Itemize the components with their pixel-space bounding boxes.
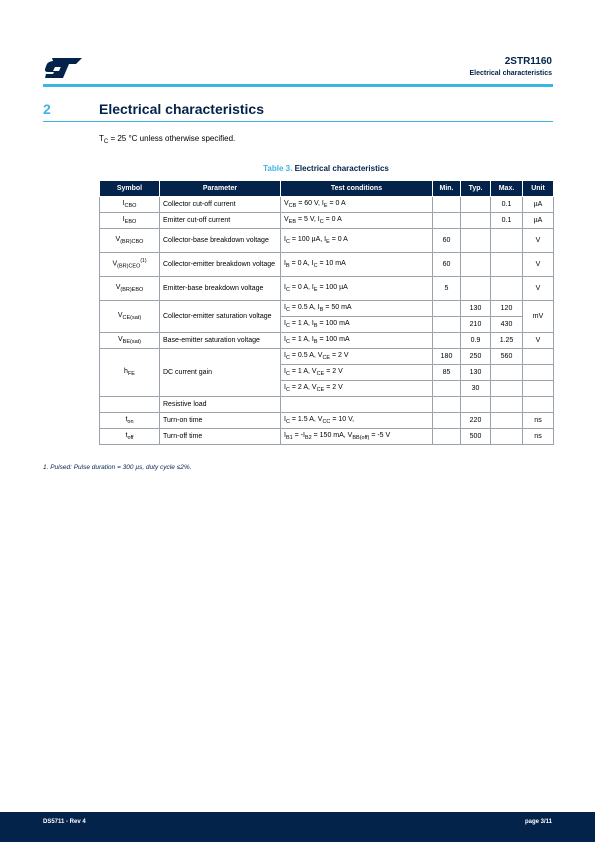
table-row bbox=[100, 349, 554, 365]
footer-bar bbox=[0, 815, 595, 842]
typ-cell bbox=[461, 253, 491, 277]
parameter-cell: Turn-on time bbox=[160, 413, 281, 429]
min-cell: 60 bbox=[433, 253, 461, 277]
typ-cell bbox=[461, 397, 491, 413]
max-cell: 560 bbox=[491, 349, 523, 365]
parameter-cell: Collector-emitter saturation voltage bbox=[160, 301, 281, 333]
unit-cell: V bbox=[523, 253, 554, 277]
unit-cell: ns bbox=[523, 413, 554, 429]
footer-page-number: page 3/11 bbox=[524, 819, 552, 825]
typ-cell: 220 bbox=[461, 413, 491, 429]
header-part-number: 2STR1160 bbox=[504, 56, 552, 67]
parameter-cell: DC current gain bbox=[160, 349, 281, 397]
col-unit: Unit bbox=[523, 181, 554, 197]
col-symbol: Symbol bbox=[100, 181, 160, 197]
symbol-cell bbox=[100, 397, 160, 413]
parameter-cell: Collector-emitter breakdown voltage bbox=[160, 253, 281, 277]
parameter-cell: Emitter cut-off current bbox=[160, 213, 281, 229]
min-cell bbox=[433, 413, 461, 429]
table-footnote: 1. Pulsed: Pulse duration = 300 µs, duty cycle ≤2%. bbox=[43, 464, 192, 471]
parameter-cell: Collector cut-off current bbox=[160, 197, 281, 213]
min-cell bbox=[433, 397, 461, 413]
symbol-cell: $V_{(BR)CEO}^{(1)}$ bbox=[100, 253, 160, 277]
table-row bbox=[100, 277, 554, 301]
typ-cell: 30 bbox=[461, 381, 491, 397]
footer-doc-id: DS5711 - Rev 4 bbox=[43, 819, 86, 825]
conditions-cell: $I_C = 0.5$ A, $V_{CE} = 2$ V bbox=[281, 349, 433, 365]
symbol-cell: $h_{FE}$ bbox=[100, 349, 160, 397]
unit-cell bbox=[523, 349, 554, 365]
conditions-cell: $I_{B1} = -I_{B2} = 150$ mA, $V_{BB(off)} = -5$ V bbox=[281, 429, 433, 445]
symbol-cell: $t_{off}$ bbox=[100, 429, 160, 445]
parameter-cell: Collector-base breakdown voltage bbox=[160, 229, 281, 253]
min-cell bbox=[433, 429, 461, 445]
max-cell: 0.1 bbox=[491, 213, 523, 229]
max-cell bbox=[491, 253, 523, 277]
min-cell bbox=[433, 317, 461, 333]
col-typ: Typ. bbox=[461, 181, 491, 197]
col-test-conditions: Test conditions bbox=[281, 181, 433, 197]
max-cell bbox=[491, 429, 523, 445]
min-cell bbox=[433, 381, 461, 397]
symbol-cell: $V_{BE(sat)}$ bbox=[100, 333, 160, 349]
header-rule bbox=[43, 84, 553, 87]
typ-cell bbox=[461, 213, 491, 229]
unit-cell bbox=[523, 397, 554, 413]
unit-cell: V bbox=[523, 333, 554, 349]
table-row bbox=[100, 301, 554, 317]
max-cell: 0.1 bbox=[491, 197, 523, 213]
table-row bbox=[100, 213, 554, 229]
typ-cell: 130 bbox=[461, 301, 491, 317]
col-parameter: Parameter bbox=[160, 181, 281, 197]
unit-cell: µA bbox=[523, 213, 554, 229]
table-row bbox=[100, 397, 554, 413]
min-cell: 180 bbox=[433, 349, 461, 365]
section-title: Electrical characteristics bbox=[99, 101, 264, 117]
min-cell bbox=[433, 197, 461, 213]
max-cell: 120 bbox=[491, 301, 523, 317]
conditions-cell: $I_C = 2$ A, $V_{CE} = 2$ V bbox=[281, 381, 433, 397]
symbol-cell: $V_{(BR)CBO}$ bbox=[100, 229, 160, 253]
conditions-cell: $I_B = 0$ A, $I_C = 10$ mA bbox=[281, 253, 433, 277]
min-cell: 85 bbox=[433, 365, 461, 381]
col-max: Max. bbox=[491, 181, 523, 197]
table-row bbox=[100, 333, 554, 349]
typ-cell: 250 bbox=[461, 349, 491, 365]
conditions-cell: $I_C = 1$ A, $I_B = 100$ mA bbox=[281, 317, 433, 333]
typ-cell bbox=[461, 229, 491, 253]
symbol-cell: $t_{on}$ bbox=[100, 413, 160, 429]
typ-cell: 130 bbox=[461, 365, 491, 381]
table-row bbox=[100, 197, 554, 213]
table-row bbox=[100, 429, 554, 445]
min-cell bbox=[433, 301, 461, 317]
parameter-cell: Emitter-base breakdown voltage bbox=[160, 277, 281, 301]
col-min: Min. bbox=[433, 181, 461, 197]
typ-cell: 0.9 bbox=[461, 333, 491, 349]
unit-cell: ns bbox=[523, 429, 554, 445]
parameter-cell: Resistive load bbox=[160, 397, 281, 413]
unit-cell: µA bbox=[523, 197, 554, 213]
unit-cell: V bbox=[523, 229, 554, 253]
conditions-cell: $I_C = 1$ A, $I_B = 100$ mA bbox=[281, 333, 433, 349]
section-number: 2 bbox=[43, 101, 51, 117]
unit-cell bbox=[523, 381, 554, 397]
typ-cell bbox=[461, 197, 491, 213]
conditions-cell: $I_C = 0.5$ A, $I_B = 50$ mA bbox=[281, 301, 433, 317]
max-cell bbox=[491, 413, 523, 429]
table-header-row bbox=[100, 181, 554, 197]
parameter-cell: Turn-off time bbox=[160, 429, 281, 445]
electrical-characteristics-table bbox=[99, 180, 554, 445]
parameter-cell: Base-emitter saturation voltage bbox=[160, 333, 281, 349]
min-cell: 5 bbox=[433, 277, 461, 301]
conditions-cell: $V_{CB} = 60$ V, $I_E = 0$ A bbox=[281, 197, 433, 213]
conditions-cell bbox=[281, 397, 433, 413]
min-cell: 60 bbox=[433, 229, 461, 253]
table-row bbox=[100, 229, 554, 253]
max-cell bbox=[491, 365, 523, 381]
typ-cell: 210 bbox=[461, 317, 491, 333]
typ-cell bbox=[461, 277, 491, 301]
max-cell bbox=[491, 381, 523, 397]
table-row bbox=[100, 413, 554, 429]
max-cell bbox=[491, 277, 523, 301]
max-cell: 430 bbox=[491, 317, 523, 333]
conditions-cell: $V_{EB} = 5$ V, $I_C = 0$ A bbox=[281, 213, 433, 229]
table-caption: Table 3. Electrical characteristics bbox=[263, 164, 389, 173]
symbol-cell: $V_{(BR)EBO}$ bbox=[100, 277, 160, 301]
unit-cell bbox=[523, 365, 554, 381]
min-cell bbox=[433, 333, 461, 349]
section-rule bbox=[43, 121, 553, 122]
min-cell bbox=[433, 213, 461, 229]
max-cell bbox=[491, 229, 523, 253]
header-section: Electrical characteristics bbox=[469, 70, 552, 77]
conditions-cell: $I_C = 1$ A, $V_{CE} = 2$ V bbox=[281, 365, 433, 381]
max-cell: 1.25 bbox=[491, 333, 523, 349]
test-condition-note: $T_C = 25$ °C unless otherwise specified. bbox=[99, 134, 236, 145]
unit-cell: mV bbox=[523, 301, 554, 333]
st-logo-icon bbox=[42, 56, 84, 80]
typ-cell: 500 bbox=[461, 429, 491, 445]
symbol-cell: $V_{CE(sat)}$ bbox=[100, 301, 160, 333]
conditions-cell: $I_C = 0$ A, $I_E = 100$ µA bbox=[281, 277, 433, 301]
table-row bbox=[100, 253, 554, 277]
conditions-cell: $I_C = 100$ µA, $I_E = 0$ A bbox=[281, 229, 433, 253]
symbol-cell: $I_{CBO}$ bbox=[100, 197, 160, 213]
conditions-cell: $I_C = 1.5$ A, $V_{CC} = 10$ V, bbox=[281, 413, 433, 429]
max-cell bbox=[491, 397, 523, 413]
unit-cell: V bbox=[523, 277, 554, 301]
symbol-cell: $I_{EBO}$ bbox=[100, 213, 160, 229]
